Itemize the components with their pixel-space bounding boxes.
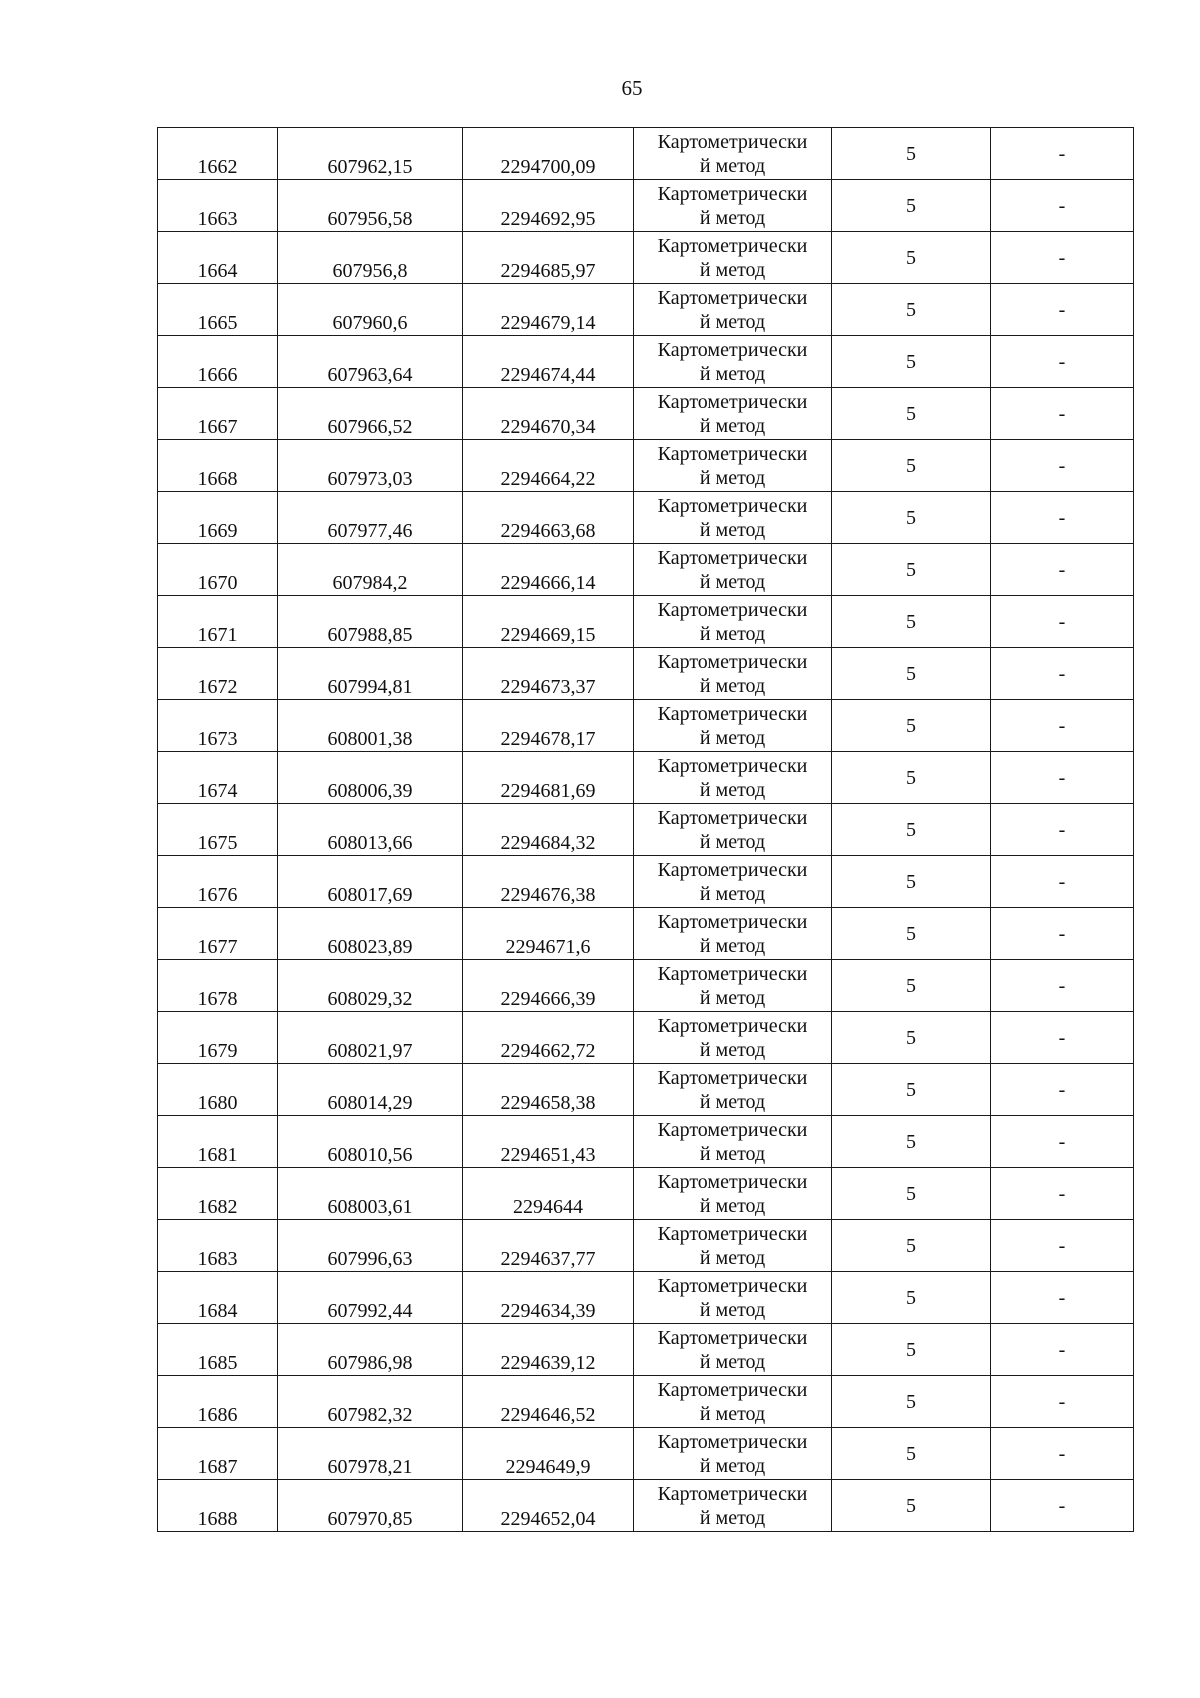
point-number-cell: 1680	[158, 1064, 278, 1116]
y-coordinate-cell: 2294639,12	[463, 1324, 634, 1376]
x-coordinate-cell: 608013,66	[278, 804, 463, 856]
y-coordinate-cell: 2294681,69	[463, 752, 634, 804]
method-line-2: й метод	[699, 1142, 766, 1165]
table-row	[158, 128, 1134, 180]
x-coordinate-cell: 607982,32	[278, 1376, 463, 1428]
note-cell: -	[991, 804, 1134, 856]
method-line-1: Картометрически	[657, 546, 808, 569]
point-number-cell: 1679	[158, 1012, 278, 1064]
note-cell: -	[991, 544, 1134, 596]
note-cell: -	[991, 596, 1134, 648]
method-line-2: й метод	[699, 466, 766, 489]
table-row	[158, 648, 1134, 700]
method-line-2: й метод	[699, 1402, 766, 1425]
x-coordinate-cell: 607978,21	[278, 1428, 463, 1480]
method-line-2: й метод	[699, 154, 766, 177]
table-row	[158, 752, 1134, 804]
accuracy-cell: 5	[832, 1376, 991, 1428]
point-number-cell: 1684	[158, 1272, 278, 1324]
table-row	[158, 596, 1134, 648]
x-coordinate-cell: 607962,15	[278, 128, 463, 180]
x-coordinate-cell: 607986,98	[278, 1324, 463, 1376]
accuracy-cell: 5	[832, 1012, 991, 1064]
method-cell	[634, 1116, 832, 1168]
note-cell: -	[991, 752, 1134, 804]
method-cell	[634, 284, 832, 336]
method-cell	[634, 1480, 832, 1532]
point-number-cell: 1681	[158, 1116, 278, 1168]
point-number-cell: 1669	[158, 492, 278, 544]
point-number-cell: 1682	[158, 1168, 278, 1220]
note-cell: -	[991, 1376, 1134, 1428]
method-cell	[634, 752, 832, 804]
y-coordinate-cell: 2294658,38	[463, 1064, 634, 1116]
point-number-cell: 1670	[158, 544, 278, 596]
note-cell: -	[991, 388, 1134, 440]
method-cell	[634, 336, 832, 388]
method-line-2: й метод	[699, 934, 766, 957]
method-line-1: Картометрически	[657, 1222, 808, 1245]
point-number-cell: 1687	[158, 1428, 278, 1480]
method-line-1: Картометрически	[657, 234, 808, 257]
method-cell	[634, 960, 832, 1012]
point-number-cell: 1688	[158, 1480, 278, 1532]
note-cell: -	[991, 1428, 1134, 1480]
accuracy-cell: 5	[832, 180, 991, 232]
x-coordinate-cell: 607973,03	[278, 440, 463, 492]
accuracy-cell: 5	[832, 1480, 991, 1532]
y-coordinate-cell: 2294634,39	[463, 1272, 634, 1324]
table-row	[158, 492, 1134, 544]
accuracy-cell: 5	[832, 960, 991, 1012]
method-cell	[634, 1324, 832, 1376]
coordinates-table	[157, 127, 1134, 1532]
accuracy-cell: 5	[832, 700, 991, 752]
note-cell: -	[991, 232, 1134, 284]
y-coordinate-cell: 2294670,34	[463, 388, 634, 440]
method-line-2: й метод	[699, 1454, 766, 1477]
method-cell	[634, 804, 832, 856]
table-row	[158, 1012, 1134, 1064]
method-line-2: й метод	[699, 778, 766, 801]
table-row	[158, 700, 1134, 752]
table-row	[158, 440, 1134, 492]
method-cell	[634, 544, 832, 596]
note-cell: -	[991, 1272, 1134, 1324]
y-coordinate-cell: 2294684,32	[463, 804, 634, 856]
table-row	[158, 1168, 1134, 1220]
x-coordinate-cell: 607956,58	[278, 180, 463, 232]
method-line-1: Картометрически	[657, 702, 808, 725]
table-row	[158, 1116, 1134, 1168]
x-coordinate-cell: 607966,52	[278, 388, 463, 440]
method-line-1: Картометрически	[657, 1430, 808, 1453]
note-cell: -	[991, 648, 1134, 700]
method-line-1: Картометрически	[657, 1066, 808, 1089]
y-coordinate-cell: 2294637,77	[463, 1220, 634, 1272]
method-line-2: й метод	[699, 206, 766, 229]
method-line-1: Картометрически	[657, 1482, 808, 1505]
method-cell	[634, 648, 832, 700]
method-line-1: Картометрически	[657, 858, 808, 881]
table-row	[158, 1428, 1134, 1480]
method-line-1: Картометрически	[657, 442, 808, 465]
y-coordinate-cell: 2294679,14	[463, 284, 634, 336]
table-row	[158, 180, 1134, 232]
method-cell	[634, 1272, 832, 1324]
method-line-1: Картометрически	[657, 962, 808, 985]
method-line-2: й метод	[699, 622, 766, 645]
note-cell: -	[991, 908, 1134, 960]
note-cell: -	[991, 1324, 1134, 1376]
note-cell: -	[991, 856, 1134, 908]
point-number-cell: 1676	[158, 856, 278, 908]
y-coordinate-cell: 2294685,97	[463, 232, 634, 284]
accuracy-cell: 5	[832, 388, 991, 440]
y-coordinate-cell: 2294669,15	[463, 596, 634, 648]
table-row	[158, 336, 1134, 388]
method-line-1: Картометрически	[657, 1118, 808, 1141]
accuracy-cell: 5	[832, 1272, 991, 1324]
method-line-1: Картометрически	[657, 182, 808, 205]
x-coordinate-cell: 608003,61	[278, 1168, 463, 1220]
point-number-cell: 1677	[158, 908, 278, 960]
y-coordinate-cell: 2294646,52	[463, 1376, 634, 1428]
method-line-1: Картометрически	[657, 1378, 808, 1401]
method-line-2: й метод	[699, 1298, 766, 1321]
page-number: 65	[621, 76, 643, 100]
table-row	[158, 908, 1134, 960]
method-line-2: й метод	[699, 1350, 766, 1373]
x-coordinate-cell: 607988,85	[278, 596, 463, 648]
method-line-2: й метод	[699, 830, 766, 853]
point-number-cell: 1678	[158, 960, 278, 1012]
method-line-2: й метод	[699, 1506, 766, 1529]
accuracy-cell: 5	[832, 752, 991, 804]
y-coordinate-cell: 2294671,6	[463, 908, 634, 960]
method-line-2: й метод	[699, 1038, 766, 1061]
y-coordinate-cell: 2294674,44	[463, 336, 634, 388]
accuracy-cell: 5	[832, 1324, 991, 1376]
accuracy-cell: 5	[832, 492, 991, 544]
method-line-2: й метод	[699, 570, 766, 593]
table-row	[158, 1480, 1134, 1532]
method-line-1: Картометрически	[657, 910, 808, 933]
method-line-2: й метод	[699, 362, 766, 385]
method-line-1: Картометрически	[657, 390, 808, 413]
x-coordinate-cell: 607992,44	[278, 1272, 463, 1324]
note-cell: -	[991, 1480, 1134, 1532]
point-number-cell: 1663	[158, 180, 278, 232]
accuracy-cell: 5	[832, 804, 991, 856]
method-line-1: Картометрически	[657, 598, 808, 621]
method-line-1: Картометрически	[657, 130, 808, 153]
point-number-cell: 1666	[158, 336, 278, 388]
method-cell	[634, 388, 832, 440]
point-number-cell: 1685	[158, 1324, 278, 1376]
method-cell	[634, 1168, 832, 1220]
method-cell	[634, 908, 832, 960]
x-coordinate-cell: 608023,89	[278, 908, 463, 960]
method-line-1: Картометрически	[657, 754, 808, 777]
x-coordinate-cell: 607984,2	[278, 544, 463, 596]
table-row	[158, 1376, 1134, 1428]
y-coordinate-cell: 2294663,68	[463, 492, 634, 544]
point-number-cell: 1683	[158, 1220, 278, 1272]
method-line-1: Картометрически	[657, 494, 808, 517]
point-number-cell: 1667	[158, 388, 278, 440]
accuracy-cell: 5	[832, 284, 991, 336]
y-coordinate-cell: 2294678,17	[463, 700, 634, 752]
method-line-2: й метод	[699, 726, 766, 749]
method-cell	[634, 1428, 832, 1480]
method-cell	[634, 232, 832, 284]
note-cell: -	[991, 1116, 1134, 1168]
point-number-cell: 1662	[158, 128, 278, 180]
accuracy-cell: 5	[832, 596, 991, 648]
method-cell	[634, 856, 832, 908]
table-row	[158, 1324, 1134, 1376]
accuracy-cell: 5	[832, 440, 991, 492]
method-cell	[634, 440, 832, 492]
point-number-cell: 1674	[158, 752, 278, 804]
note-cell: -	[991, 440, 1134, 492]
table-row	[158, 856, 1134, 908]
y-coordinate-cell: 2294700,09	[463, 128, 634, 180]
y-coordinate-cell: 2294644	[463, 1168, 634, 1220]
accuracy-cell: 5	[832, 232, 991, 284]
method-line-2: й метод	[699, 674, 766, 697]
accuracy-cell: 5	[832, 648, 991, 700]
y-coordinate-cell: 2294649,9	[463, 1428, 634, 1480]
method-cell	[634, 1064, 832, 1116]
accuracy-cell: 5	[832, 544, 991, 596]
point-number-cell: 1673	[158, 700, 278, 752]
table-row	[158, 1220, 1134, 1272]
x-coordinate-cell: 608029,32	[278, 960, 463, 1012]
accuracy-cell: 5	[832, 908, 991, 960]
method-cell	[634, 492, 832, 544]
x-coordinate-cell: 607963,64	[278, 336, 463, 388]
x-coordinate-cell: 608021,97	[278, 1012, 463, 1064]
y-coordinate-cell: 2294676,38	[463, 856, 634, 908]
y-coordinate-cell: 2294662,72	[463, 1012, 634, 1064]
note-cell: -	[991, 960, 1134, 1012]
x-coordinate-cell: 608001,38	[278, 700, 463, 752]
note-cell: -	[991, 1012, 1134, 1064]
accuracy-cell: 5	[832, 1064, 991, 1116]
method-cell	[634, 180, 832, 232]
method-line-2: й метод	[699, 310, 766, 333]
point-number-cell: 1668	[158, 440, 278, 492]
method-line-1: Картометрически	[657, 1274, 808, 1297]
x-coordinate-cell: 607996,63	[278, 1220, 463, 1272]
method-line-2: й метод	[699, 1090, 766, 1113]
table-row	[158, 388, 1134, 440]
method-cell	[634, 1376, 832, 1428]
x-coordinate-cell: 607956,8	[278, 232, 463, 284]
note-cell: -	[991, 1064, 1134, 1116]
method-line-2: й метод	[699, 1194, 766, 1217]
point-number-cell: 1672	[158, 648, 278, 700]
method-cell	[634, 596, 832, 648]
accuracy-cell: 5	[832, 128, 991, 180]
table-row	[158, 544, 1134, 596]
method-line-2: й метод	[699, 518, 766, 541]
table-row	[158, 804, 1134, 856]
point-number-cell: 1664	[158, 232, 278, 284]
table-row	[158, 960, 1134, 1012]
x-coordinate-cell: 608014,29	[278, 1064, 463, 1116]
y-coordinate-cell: 2294692,95	[463, 180, 634, 232]
method-line-1: Картометрически	[657, 338, 808, 361]
method-line-1: Картометрически	[657, 806, 808, 829]
method-line-2: й метод	[699, 258, 766, 281]
table-row	[158, 1272, 1134, 1324]
accuracy-cell: 5	[832, 1116, 991, 1168]
x-coordinate-cell: 608017,69	[278, 856, 463, 908]
y-coordinate-cell: 2294666,14	[463, 544, 634, 596]
table-row	[158, 232, 1134, 284]
y-coordinate-cell: 2294651,43	[463, 1116, 634, 1168]
table-row	[158, 284, 1134, 336]
method-line-1: Картометрически	[657, 1326, 808, 1349]
method-line-1: Картометрически	[657, 286, 808, 309]
note-cell: -	[991, 492, 1134, 544]
x-coordinate-cell: 607977,46	[278, 492, 463, 544]
method-line-2: й метод	[699, 1246, 766, 1269]
accuracy-cell: 5	[832, 1168, 991, 1220]
method-cell	[634, 1220, 832, 1272]
method-cell	[634, 128, 832, 180]
method-cell	[634, 1012, 832, 1064]
note-cell: -	[991, 700, 1134, 752]
y-coordinate-cell: 2294652,04	[463, 1480, 634, 1532]
x-coordinate-cell: 608006,39	[278, 752, 463, 804]
point-number-cell: 1671	[158, 596, 278, 648]
accuracy-cell: 5	[832, 1220, 991, 1272]
x-coordinate-cell: 607960,6	[278, 284, 463, 336]
note-cell: -	[991, 284, 1134, 336]
point-number-cell: 1675	[158, 804, 278, 856]
method-cell	[634, 700, 832, 752]
point-number-cell: 1665	[158, 284, 278, 336]
note-cell: -	[991, 336, 1134, 388]
table-body	[158, 128, 1134, 1532]
method-line-2: й метод	[699, 414, 766, 437]
y-coordinate-cell: 2294664,22	[463, 440, 634, 492]
method-line-2: й метод	[699, 986, 766, 1009]
x-coordinate-cell: 607994,81	[278, 648, 463, 700]
x-coordinate-cell: 607970,85	[278, 1480, 463, 1532]
accuracy-cell: 5	[832, 336, 991, 388]
accuracy-cell: 5	[832, 1428, 991, 1480]
note-cell: -	[991, 1220, 1134, 1272]
note-cell: -	[991, 180, 1134, 232]
method-line-1: Картометрически	[657, 1014, 808, 1037]
note-cell: -	[991, 128, 1134, 180]
method-line-2: й метод	[699, 882, 766, 905]
method-line-1: Картометрически	[657, 1170, 808, 1193]
x-coordinate-cell: 608010,56	[278, 1116, 463, 1168]
note-cell: -	[991, 1168, 1134, 1220]
table-row	[158, 1064, 1134, 1116]
point-number-cell: 1686	[158, 1376, 278, 1428]
y-coordinate-cell: 2294666,39	[463, 960, 634, 1012]
method-line-1: Картометрически	[657, 650, 808, 673]
y-coordinate-cell: 2294673,37	[463, 648, 634, 700]
accuracy-cell: 5	[832, 856, 991, 908]
